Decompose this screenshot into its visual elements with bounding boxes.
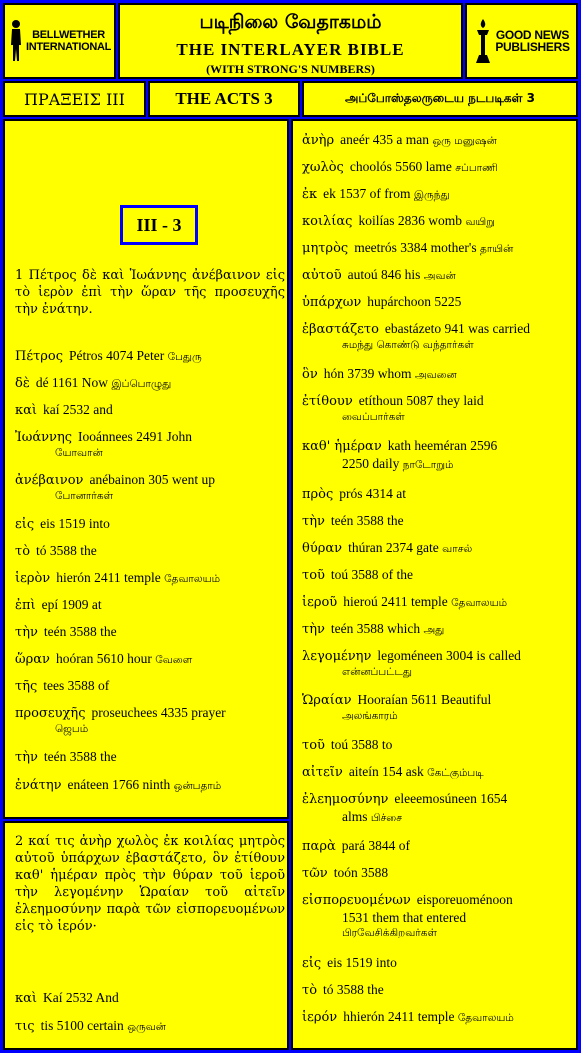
word-entry: Ἰωάννης Iooánnees 2491 John யோவான்	[15, 429, 193, 459]
word-entry: αἰτεῖν aiteín 154 ask கேட்கும்படி	[302, 764, 484, 780]
english-book-label: THE ACTS 3	[148, 81, 300, 117]
standing-figure-icon	[8, 19, 24, 63]
word-entry: ἱερὸν hierón 2411 temple தேவாலயம்	[15, 570, 221, 586]
word-entry: τῶν toón 3588	[302, 865, 389, 881]
word-entry: ἀνὴρ aneér 435 a man ஒரு மனுஷன்	[302, 132, 497, 148]
word-entry: δὲ dé 1161 Now இப்பொழுது	[15, 375, 172, 391]
word-entry: καὶ Kaí 2532 And	[15, 990, 119, 1006]
greek-book-label: ΠΡΑΞΕΙΣ III	[3, 81, 146, 117]
word-entry: ἐβαστάζετο ebastázeto 941 was carried சுமந்து கொண்டு வந்தார்கள்	[302, 321, 530, 351]
word-entry: καθ' ἡμέραν kath heeméran 2596 2250 daily நாடோறும்	[302, 438, 498, 471]
word-entry: θύραν thúran 2374 gate வாசல்	[302, 540, 473, 556]
right-word-panel	[291, 119, 578, 1050]
word-entry: ἐκ ek 1537 of from இருந்து	[302, 186, 450, 202]
word-entry: ὥραν hoóran 5610 hour வேளை	[15, 651, 193, 667]
word-entry: ἱεροῦ hieroú 2411 temple தேவாலயம்	[302, 594, 508, 610]
word-entry: ἐτίθουν etíthoun 5087 they laid வைப்பார்கள்	[302, 393, 484, 423]
bellwether-logo	[3, 3, 116, 79]
word-entry: τοῦ toú 3588 of the	[302, 567, 414, 583]
word-entry: τὴν teén 3588 the	[15, 749, 117, 765]
bible-title-block	[118, 3, 463, 79]
word-entry: τὸ tó 3588 the	[15, 543, 97, 559]
word-entry: τὴν teén 3588 which அது	[302, 621, 445, 637]
verse-1-greek-text: 1 Πέτρος δὲ καὶ Ἰωάννης ἀνέβαινον εἰς τὸ ἱερὸν ἐπὶ τὴν ὥραν τῆς προσευχῆς τὴν ἐνάτην.	[15, 268, 285, 317]
word-entry: τοῦ toú 3588 to	[302, 737, 393, 753]
word-entry: ἱερόν hhierón 2411 temple தேவாலயம்	[302, 1009, 514, 1025]
word-entry: κοιλίας koilías 2836 womb வயிறு	[302, 213, 495, 229]
word-entry: προσευχῆς proseuchees 4335 prayer ஜெபம்	[15, 705, 226, 735]
verse-1-panel	[3, 119, 289, 819]
tamil-book-label: அப்போஸ்தலருடைய நடபடிகள் 3	[302, 81, 578, 117]
word-entry: ἐπὶ epí 1909 at	[15, 597, 102, 613]
title-subtitle: (WITH STRONG'S NUMBERS)	[206, 62, 375, 76]
word-entry: ἀνέβαινον anébainon 305 went up போனார்கள்	[15, 472, 216, 502]
word-entry: Ὡραίαν Hooraían 5611 Beautiful அலங்காரம்	[302, 692, 492, 722]
title-english: THE INTERLAYER BIBLE	[176, 40, 405, 59]
word-entry: ὃν hón 3739 whom அவனை	[302, 366, 457, 382]
word-entry: εἰς eis 1519 into	[15, 516, 110, 532]
verse-2-panel	[3, 821, 289, 1050]
logo-line2: INTERNATIONAL	[25, 41, 112, 53]
word-entry: τὴν teén 3588 the	[15, 624, 117, 640]
word-entry: πρὸς prós 4314 at	[302, 486, 407, 502]
word-entry: Πέτρος Pétros 4074 Peter பேதுரு	[15, 348, 202, 364]
logo-line2: PUBLISHERS	[495, 40, 570, 54]
word-entry: χωλὸς choolós 5560 lame சப்பாணி	[302, 159, 498, 175]
word-entry: λεγομένην legoméneen 3004 is called என்னப்பட்டது	[302, 648, 521, 678]
logo-line1: BELLWETHER	[32, 29, 105, 41]
lamp-icon	[473, 17, 493, 65]
word-entry: εἰσπορευομένων eisporeuoménoon 1531 them that entered பிரவேசிக்கிறவர்கள்	[302, 892, 513, 939]
word-entry: τὸ tó 3588 the	[302, 982, 384, 998]
word-entry: τὴν teén 3588 the	[302, 513, 404, 529]
word-entry: καὶ kaí 2532 and	[15, 402, 113, 418]
word-entry: ὑπάρχων hupárchoon 5225	[302, 294, 462, 310]
logo-line1: GOOD NEWS	[495, 28, 570, 42]
word-entry: τις tis 5100 certain ஒருவன்	[15, 1018, 166, 1034]
word-entry: αὐτοῦ autoú 846 his அவன்	[302, 267, 456, 283]
word-entry: μητρὸς meetrós 3384 mother's தாயின்	[302, 240, 514, 256]
word-entry: εἰς eis 1519 into	[302, 955, 397, 971]
word-entry: παρὰ pará 3844 of	[302, 838, 410, 854]
word-entry: ἐλεημοσύνην eleeemosúneen 1654 alms பிச்சை	[302, 791, 508, 824]
title-tamil: படிநிலை வேதாகமம்	[199, 11, 382, 33]
chapter-label: III - 3	[120, 205, 198, 245]
word-entry: ἐνάτην enáteen 1766 ninth ஒன்பதாம்	[15, 777, 222, 793]
verse-2-greek-text: 2 καί τις ἀνὴρ χωλὸς ἐκ κοιλίας μητρὸς αὐτοῦ ὑπάρχων ἐβαστάζετο, ὃν ἐτίθουν καθ' ἡμέραν πρὸς τὴν θύραν τοῦ ἱεροῦ τὴν λεγομένην Ὡραίαν τοῦ αἰτεῖν ἐλεημοσύνην παρὰ τῶν εἰσπορευομένων εἰς τὸ ἱερόν·	[15, 834, 285, 934]
good-news-logo	[465, 3, 578, 79]
word-entry: τῆς tees 3588 of	[15, 678, 110, 694]
